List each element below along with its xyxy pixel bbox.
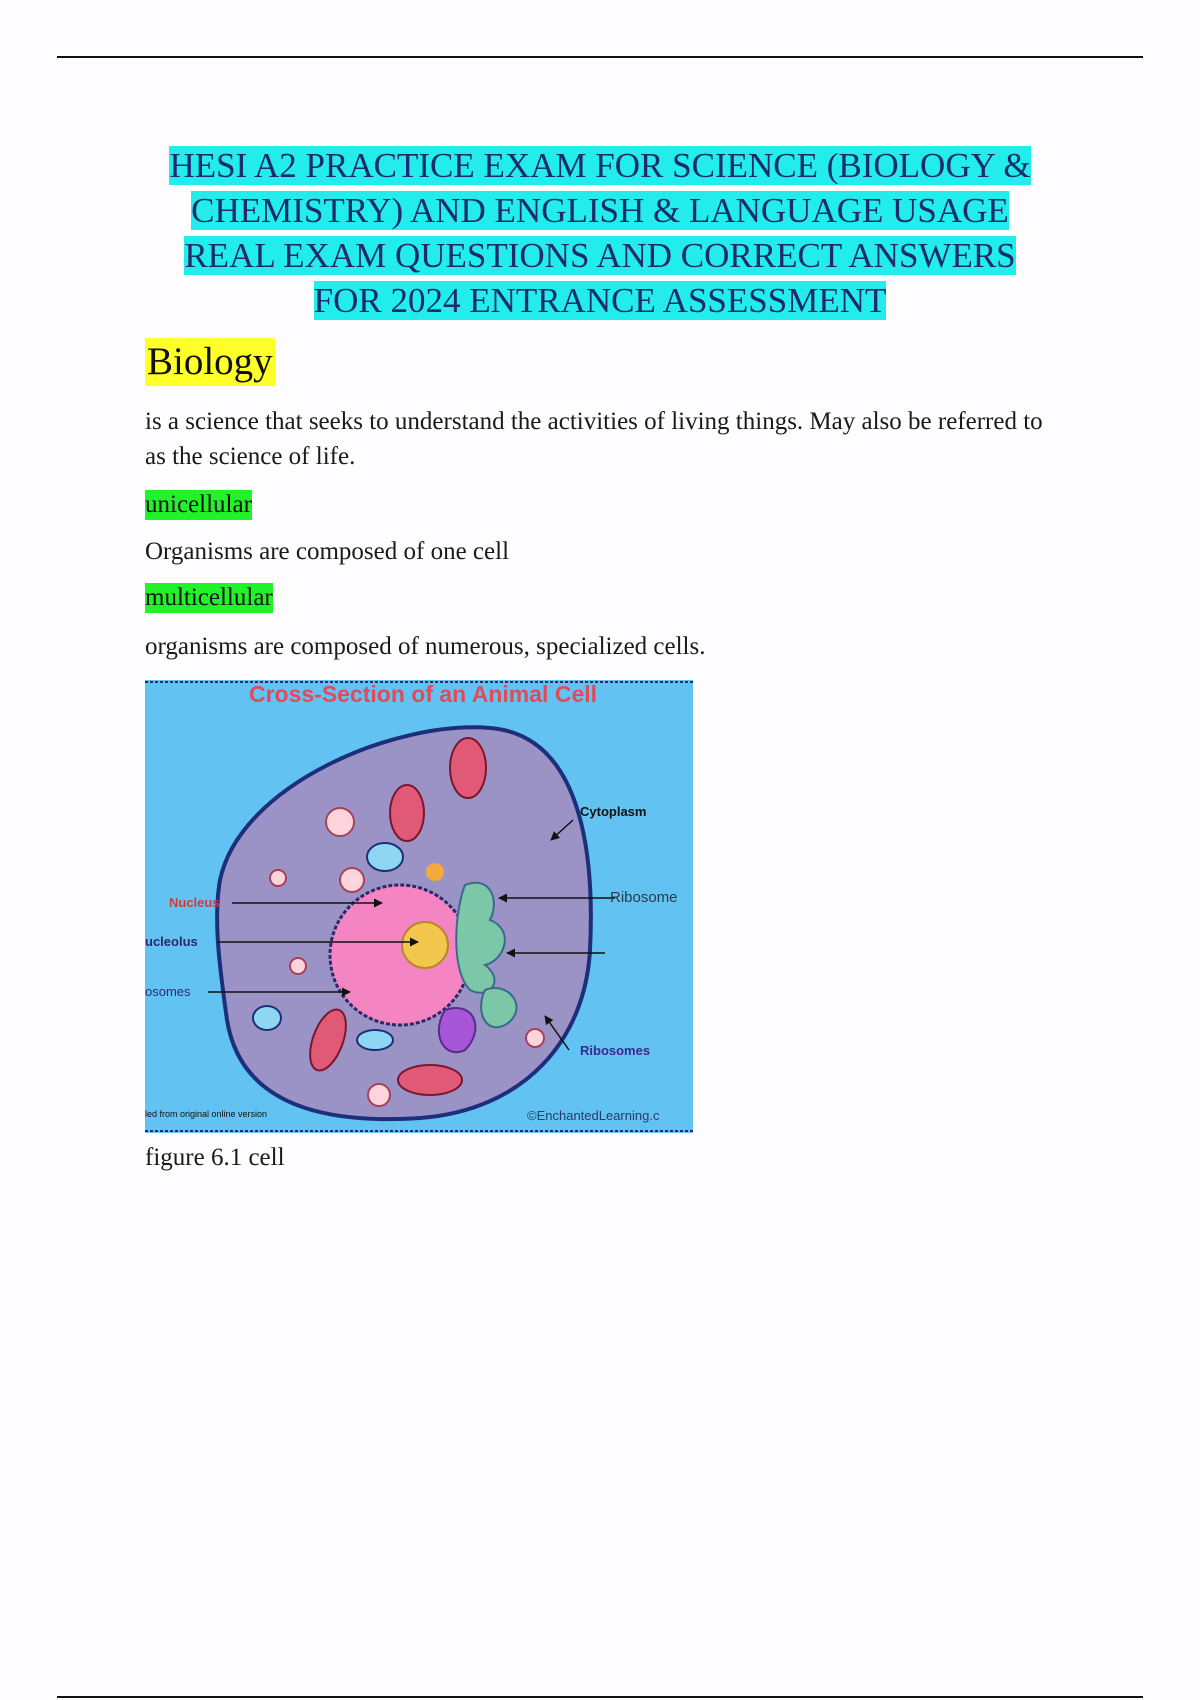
definition-multicellular: organisms are composed of numerous, specialized cells. (145, 633, 706, 660)
title-line-2: CHEMISTRY) AND ENGLISH & LANGUAGE USAGE (191, 191, 1009, 230)
label-lysosomes: osomes (145, 984, 191, 999)
term-multicellular: multicellular (145, 584, 273, 611)
document-title (120, 143, 1080, 323)
label-ribosomes: Ribosomes (580, 1043, 651, 1058)
label-ribosome: Ribosome (610, 889, 678, 906)
top-rule (57, 56, 1143, 58)
animal-cell-figure (145, 680, 693, 1133)
nucleus (330, 885, 470, 1025)
document-body (145, 338, 1065, 1173)
label-nucleus: Nucleus (169, 895, 220, 910)
bottom-rule (57, 1696, 1143, 1698)
nucleolus (402, 922, 448, 968)
title-line-3: REAL EXAM QUESTIONS AND CORRECT ANSWERS (184, 236, 1016, 275)
label-nucleolus: ucleolus (145, 934, 198, 949)
figure-caption: figure 6.1 cell (145, 1144, 285, 1171)
title-line-1: HESI A2 PRACTICE EXAM FOR SCIENCE (BIOLOGY & (169, 146, 1031, 185)
figure-title: Cross-Section of an Animal Cell (248, 681, 598, 707)
figure-copyright: ©EnchantedLearning.c (527, 1108, 660, 1123)
title-line-4: FOR 2024 ENTRANCE ASSESSMENT (313, 281, 887, 320)
section-heading: Biology (145, 338, 275, 386)
label-cytoplasm: Cytoplasm (580, 804, 647, 819)
definition-unicellular: Organisms are composed of one cell (145, 538, 510, 565)
figure-credit: led from original online version (145, 1109, 268, 1119)
section-definition: is a science that seeks to understand the activities of living things. May also be referred to as the science of life. (145, 408, 1043, 470)
term-unicellular: unicellular (145, 491, 252, 518)
